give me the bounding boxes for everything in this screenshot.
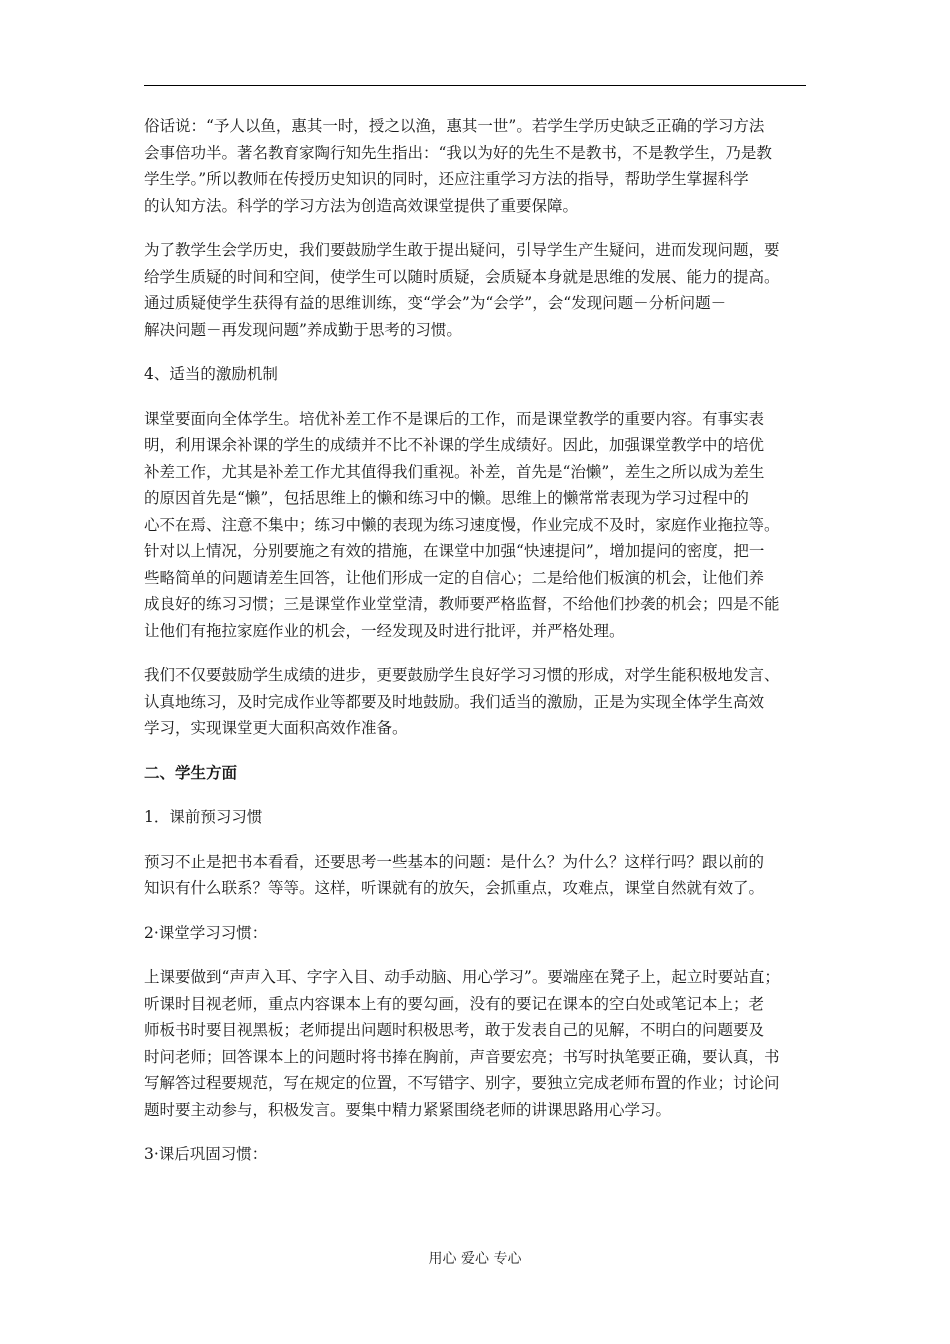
paragraph-line: 听课时目视老师，重点内容课本上有的要勾画，没有的要记在课本的空白处或笔记本上；老 (144, 994, 765, 1013)
document-body (144, 113, 806, 1186)
paragraph-line: 针对以上情况，分别要施之有效的措施，在课堂中加强“快速提问”，增加提问的密度，把一 (144, 542, 765, 560)
page-footer: 用心 爱心 专心 (428, 1251, 522, 1267)
paragraph-line: 明，利用课余补课的学生的成绩并不比不补课的学生成绩好。因此，加强课堂教学中的培优 (144, 436, 765, 454)
paragraph-line: 预习不止是把书本看看，还要思考一些基本的问题：是什么？为什么？这样行吗？跟以前的 (144, 852, 765, 871)
paragraph-line: 师板书时要目视黑板；老师提出问题时积极思考，敢于发表自己的见解，不明白的问题要及 (144, 1021, 765, 1039)
subsection-heading: 2·课堂学习习惯： (144, 923, 268, 942)
paragraph-line: 心不在焉、注意不集中；练习中懒的表现为练习速度慢，作业完成不及时，家庭作业拖拉等。 (144, 515, 780, 534)
body-paragraph (144, 964, 806, 1123)
subsection-heading: 4、适当的激励机制 (144, 365, 278, 383)
section-heading: 二、学生方面 (144, 762, 238, 782)
subsection-heading: 3·课后巩固习惯： (144, 1145, 268, 1163)
paragraph-line: 学习，实现课堂更大面积高效作准备。 (144, 719, 408, 737)
body-paragraph (144, 849, 806, 902)
paragraph-line: 写解答过程要规范，写在规定的位置，不写错字、别字，要独立完成老师布置的作业；讨论问 (144, 1074, 780, 1092)
paragraph-line: 课堂要面向全体学生。培优补差工作不是课后的工作，而是课堂教学的重要内容。有事实表 (144, 409, 765, 428)
paragraph-line: 时问老师；回答课本上的问题时将书捧在胸前，声音要宏亮；书写时执笔要正确，要认真，书 (144, 1047, 780, 1066)
paragraph-line: 的原因首先是“懒”，包括思维上的懒和练习中的懒。思维上的懒常常表现为学习过程中的 (144, 489, 749, 507)
header-rule (144, 85, 806, 86)
subsection-heading: 1．课前预习习惯 (144, 808, 263, 826)
paragraph-line: 解决问题－再发现问题”养成勤于思考的习惯。 (144, 320, 462, 339)
paragraph-line: 些略简单的问题请差生回答，让他们形成一定的自信心；二是给他们板演的机会，让他们养 (144, 568, 765, 587)
paragraph-line: 的认知方法。科学的学习方法为创造高效课堂提供了重要保障。 (144, 196, 579, 215)
body-paragraph (144, 113, 806, 219)
paragraph-line: 题时要主动参与，积极发言。要集中精力紧紧围绕老师的讲课思路用心学习。 (144, 1100, 672, 1119)
paragraph-line: 知识有什么联系？等等。这样，听课就有的放矢，会抓重点，攻难点，课堂自然就有效了。 (144, 879, 765, 897)
body-paragraph (144, 662, 806, 742)
paragraph-line: 给学生质疑的时间和空间，使学生可以随时质疑，会质疑本身就是思维的发展、能力的提高。 (144, 267, 780, 286)
paragraph-line: 补差工作，尤其是补差工作尤其值得我们重视。补差，首先是“治懒”，差生之所以成为差生 (144, 462, 765, 481)
paragraph-line: 通过质疑使学生获得有益的思维训练，变“学会”为“会学”，会“发现问题－分析问题－ (144, 294, 727, 312)
paragraph-line: 俗话说：“予人以鱼，惠其一时，授之以渔，惠其一世”。若学生学历史缺乏正确的学习方法 (144, 117, 765, 135)
paragraph-line: 认真地练习，及时完成作业等都要及时地鼓励。我们适当的激励，正是为实现全体学生高效 (144, 692, 765, 711)
paragraph-line: 会事倍功半。著名教育家陶行知先生指出：“我以为好的先生不是教书，不是教学生，乃是教 (144, 143, 772, 162)
paragraph-line: 成良好的练习习惯；三是课堂作业堂堂清，教师要严格监督，不给他们抄袭的机会；四是不能 (144, 595, 780, 613)
paragraph-line: 让他们有拖拉家庭作业的机会，一经发现及时进行批评，并严格处理。 (144, 621, 625, 640)
paragraph-line: 我们不仅要鼓励学生成绩的进步，更要鼓励学生良好学习习惯的形成，对学生能积极地发言、 (144, 666, 780, 684)
paragraph-line: 学生学。”所以教师在传授历史知识的同时，还应注重学习方法的指导，帮助学生掌握科学 (144, 170, 749, 188)
paragraph-line: 为了教学生会学历史，我们要鼓励学生敢于提出疑问，引导学生产生疑问，进而发现问题，要 (144, 241, 780, 259)
body-paragraph (144, 237, 806, 343)
body-paragraph (144, 406, 806, 645)
paragraph-line: 上课要做到“声声入耳、字字入目、动手动脑、用心学习”。要端座在凳子上，起立时要站直； (144, 968, 780, 986)
